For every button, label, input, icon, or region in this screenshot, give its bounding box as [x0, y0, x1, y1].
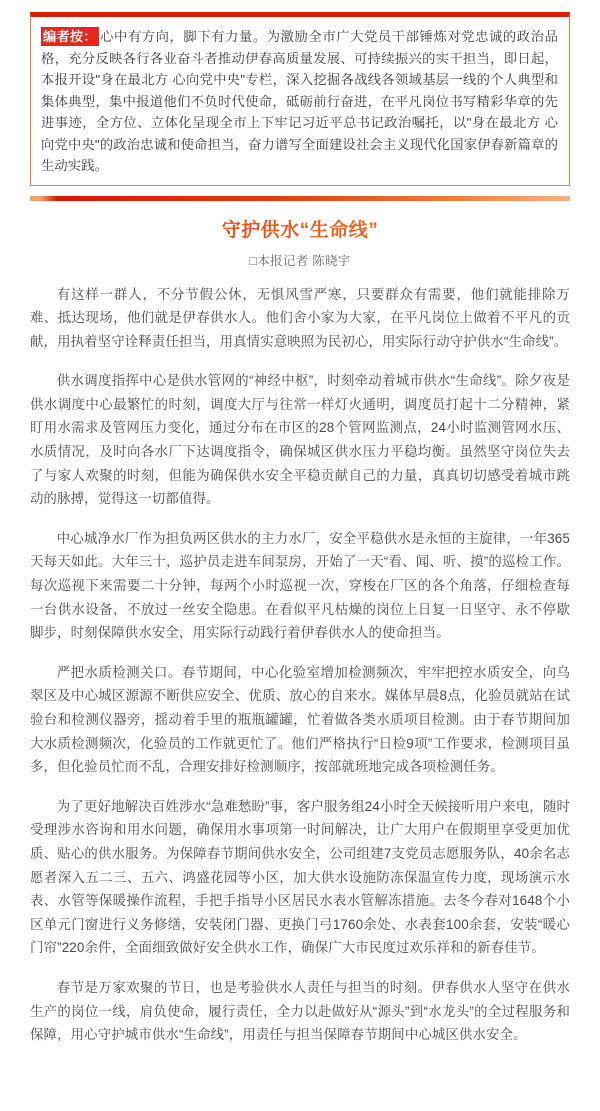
article-paragraph: 春节是万家欢聚的节日，也是考验供水人责任与担当的时刻。伊春供水人坚守在供水生产的岗位一线，肩负使命，履行责任，全力以赴做好从“源头”到“水龙头”的全过程服务和保障，用心守护城市供水“生命线”，用责任与担当保障春节期间中心城区供水安全。: [30, 979, 570, 1043]
article-paragraph: 为了更好地解决百姓涉水“急难愁盼”事，客户服务组24小时全天候接听用户来电，随时受理涉水咨询和用水问题，确保用水事项第一时间解决，让广大用户在假期里享受更加优质、贴心的供水服务。为保障春节期间供水安全，公司组建7支党员志愿服务队，40余名志愿者深入五二三、五六、鸿盛花园等小区，加大供水设施防冻保温宣传力度，现场演示水表、水管等保暖操作流程，手把手指导小区居民水表水管解冻措施。去冬今春对1648个小区单元门窗进行义务修缮，安装闭门器、更换门弓1760余处、水表套100余套，安装“暖心门帘”220余件，全面细致做好安全供水工作，确保广大市民度过欢乐祥和的新春佳节。: [30, 798, 570, 956]
byline: □本报记者 陈晓宇: [249, 253, 351, 268]
page-title: 守护供水“生命线”: [0, 215, 600, 242]
article-paragraph: 严把水质检测关口。春节期间，中心化验室增加检测频次，牢牢把控水质安全，向乌翠区及中心城区源源不断供应安全、优质、放心的自来水。媒体早晨8点，化验员就站在试验台和检测仪器旁，摇动着手里的瓶瓶罐罐，忙着做各类水质项目检测。由于春节期间加大水质检测频次，化验员的工作就更忙了。他们严格执行“日检9项”工作要求，检测项目虽多，但化验员忙而不乱，合理安排好检测顺序，按部就班地完成各项检测任务。: [30, 664, 570, 775]
article-page: [0, 12, 600, 1047]
editor-note-box: [30, 12, 570, 186]
article-paragraph: 有这样一群人，不分节假公休，无惧风雪严寒，只要群众有需要，他们就能排除万难、抵达现场，他们就是伊春供水人。他们舍小家为大家，在平凡岗位上做着不平凡的贡献，用执着坚守诠释责任担当，用真情实意映照为民初心，用实际行动守护供水“生命线”。: [30, 286, 570, 349]
article-body: [30, 269, 570, 1047]
editor-note-text: 心中有方向，脚下有力量。为激励全市广大党员干部锤炼对党忠诚的政治品格，充分反映各行各业奋斗者推动伊春高质量发展、可持续振兴的实干担当，即日起，本报开设"身在最北方 心向党中央"专栏，深入挖掘各战线各领域基层一线的个人典型和集体典型，集中报道他们不负时代使命，砥砺前行奋进，在平凡岗位书写精彩华章的先进事迹，全方位、立体化呈现全市上下牢记习近平总书记政治嘱托，以"身在最北方 心向党中央"的政治忠诚和使命担当，奋力谱写全面建设社会主义现代化国家伊春新篇章的生动实践。: [41, 29, 558, 173]
gradient-divider: [30, 196, 570, 201]
editor-note-tag: 编者按：: [43, 29, 97, 44]
article-paragraph: 中心城净水厂作为担负两区供水的主力水厂，安全平稳供水是永恒的主旋律，一年365天每天如此。大年三十，巡护员走进车间泵房，开始了一天“看、闻、听、摸”的巡检工作。每次巡视下来需要二十分钟，每两个小时巡视一次，穿梭在厂区的各个角落，仔细检查每一台供水设备，不放过一丝安全隐患。在看似平凡枯燥的岗位上日复一日坚守、永不停歇脚步，时刻保障供水安全，用实际行动践行着伊春供水人的使命担当。: [30, 530, 570, 641]
article-paragraph: 供水调度指挥中心是供水管网的“神经中枢”，时刻牵动着城市供水“生命线”。除夕夜是供水调度中心最繁忙的时刻，调度大厅与往常一样灯火通明，调度员打起十二分精神，紧盯用水需求及管网压力变化，通过分布在市区的28个管网监测点，24小时监测管网水压、水质情况，及时向各水厂下达调度指令，确保城区供水压力平稳均衡。虽然坚守岗位失去了与家人欢聚的时刻，但能为确保供水安全平稳贡献自己的力量，真真切切感受着城市跳动的脉搏，觉得这一切都值得。: [30, 373, 570, 507]
editor-note-paragraph: [41, 26, 558, 177]
